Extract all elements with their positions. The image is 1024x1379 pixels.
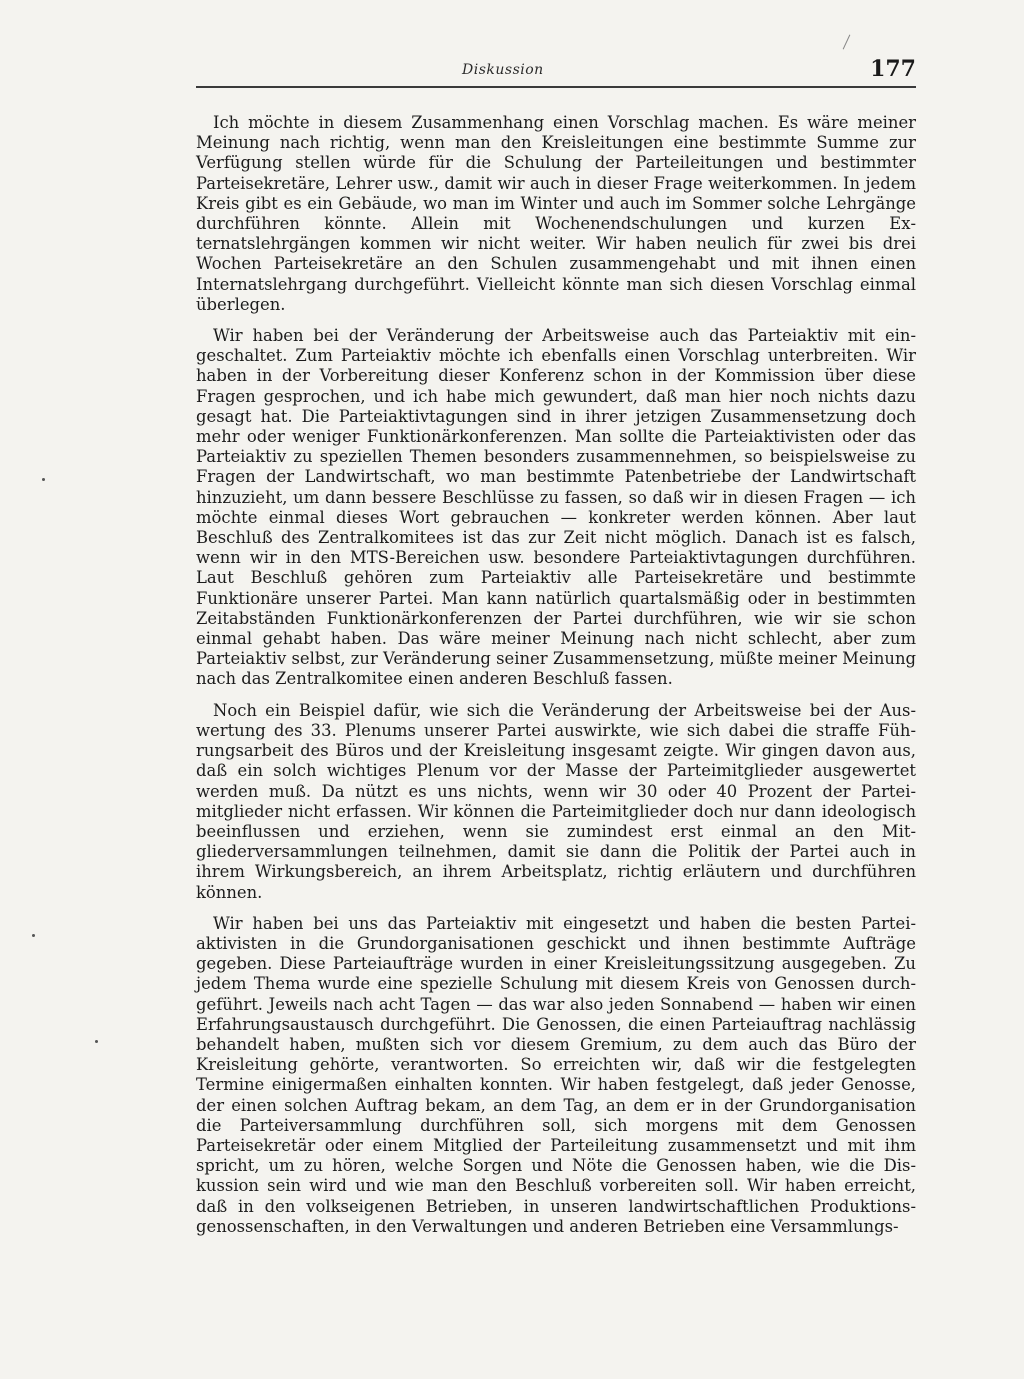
body-text bbox=[196, 113, 916, 1248]
running-head bbox=[196, 58, 916, 92]
paragraph-2: Wir haben bei der Veränderung der Arbeitsweise auch das Parteiaktiv mit eingeschaltet. Zum Parteiaktiv möchte ich ebenfalls einen Vorschlag unterbreiten. Wir haben in der Vorbereitung dieser Konferenz schon in der Kommission über diese Fragen gesprochen, und ich habe mich gewundert, daß man hier noch nichts dazu gesagt hat. Die Parteiaktivtagungen sind in ihrer jetzigen Zusammensetzung doch mehr oder weniger Funktionärkonferenzen. Man sollte die Parteiaktivisten oder das Parteiaktiv zu speziellen Themen besonders zusammennehmen, so beispielsweise zu Fragen der Landwirtschaft, wo man bestimmte Patenbetriebe der Landwirtschaft hinzuzieht, um dann bessere Beschlüsse zu fassen, so daß wir in diesen Fragen — ich möchte einmal dieses Wort gebrauchen — konkreter werden können. Aber laut Beschluß des Zentralkomitees ist das zur Zeit nicht möglich. Danach ist es falsch, wenn wir in den MTS-Bereichen usw. besondere Parteiaktivtagungen durchführen. Laut Beschluß gehören zum Parteiaktiv alle Parteisekretäre und bestimmte Funktionäre unserer Partei. Man kann natürlich quartalsmäßig oder in bestimmten Zeitabständen Funktionärkonferenzen der Partei durchführen, wie wir sie schon einmal gehabt haben. Das wäre meiner Meinung nach nicht schlecht, aber zum Parteiaktiv selbst, zur Veränderung seiner Zusammensetzung, müßte meiner Meinung nach das Zentralkomitee einen anderen Beschluß fassen. bbox=[196, 326, 916, 689]
header-rule bbox=[196, 86, 916, 88]
scan-mark bbox=[843, 35, 851, 50]
paragraph-3: Noch ein Beispiel dafür, wie sich die Veränderung der Arbeitsweise bei der Auswertung des 33. Plenums unserer Partei auswirkte, wie sich dabei die straffe Führungsarbeit des Büros und der Kreisleitung insgesamt zeigte. Wir gingen davon aus, daß ein solch wichtiges Plenum vor der Masse der Parteimitglieder ausgewertet werden muß. Da nützt es uns nichts, wenn wir 30 oder 40 Prozent der Parteimitglieder nicht erfassen. Wir können die Parteimitglieder doch nur dann ideologisch beeinflussen und erziehen, wenn sie zumindest erst einmal an den Mitgliederversammlungen teilnehmen, damit sie dann die Politik der Partei auch in ihrem Wirkungsbereich, an ihrem Arbeitsplatz, richtig erläutern und durchführen können. bbox=[196, 700, 916, 902]
paragraph-1: Ich möchte in diesem Zusammenhang einen Vorschlag machen. Es wäre meiner Meinung nach richtig, wenn man den Kreisleitungen eine bestimmte Summe zur Verfügung stellen würde für die Schulung der Parteileitungen und bestimmter Parteisekretäre, Lehrer usw., damit wir auch in dieser Frage weiterkommen. In jedem Kreis gibt es ein Gebäude, wo man im Winter und auch im Sommer solche Lehrgänge durchführen könnte. Allein mit Wochenendschulungen und kurzen Externatslehrgängen kommen wir nicht weiter. Wir haben neulich für zwei bis drei Wochen Parteisekretäre an den Schulen zusammengehabt und mit ihnen einen Internatslehrgang durchgeführt. Vielleicht könnte man sich diesen Vorschlag einmal überlegen. bbox=[196, 113, 916, 314]
page-number: 177 bbox=[870, 56, 916, 82]
running-title: Diskussion bbox=[462, 62, 544, 78]
scan-speck bbox=[42, 478, 45, 481]
paragraph-4: Wir haben bei uns das Parteiaktiv mit eingesetzt und haben die besten Parteiaktivisten in die Grundorganisationen geschickt und ihnen bestimmte Aufträge gegeben. Diese Parteiaufträge wurden in einer Kreisleitungssitzung ausgegeben. Zu jedem Thema wurde eine spezielle Schulung mit diesem Kreis von Genossen durchgeführt. Jeweils nach acht Tagen — das war also jeden Sonnabend — haben wir einen Erfahrungsaustausch durchgeführt. Die Genossen, die einen Parteiauftrag nachlässig behandelt haben, mußten sich vor diesem Gremium, zu dem auch das Büro der Kreisleitung gehörte, verantworten. So erreichten wir, daß wir die festgelegten Termine einigermaßen einhalten konnten. Wir haben festgelegt, daß jeder Genosse, der einen solchen Auftrag bekam, an dem Tag, an dem er in der Grundorganisation die Parteiversammlung durchführen soll, sich morgens mit dem Genossen Parteisekretär oder einem Mitglied der Parteileitung zusammensetzt und mit ihm spricht, um zu hören, welche Sorgen und Nöte die Genossen haben, wie die Diskussion sein wird und wie man den Beschluß vorbereiten soll. Wir haben erreicht, daß in den volkseigenen Betrieben, in unseren landwirtschaftlichen Produktionsgenossenschaften, in den Verwaltungen und anderen Betrieben eine Versammlungs- bbox=[196, 913, 916, 1236]
scan-speck bbox=[32, 934, 35, 937]
scan-speck bbox=[95, 1040, 98, 1043]
